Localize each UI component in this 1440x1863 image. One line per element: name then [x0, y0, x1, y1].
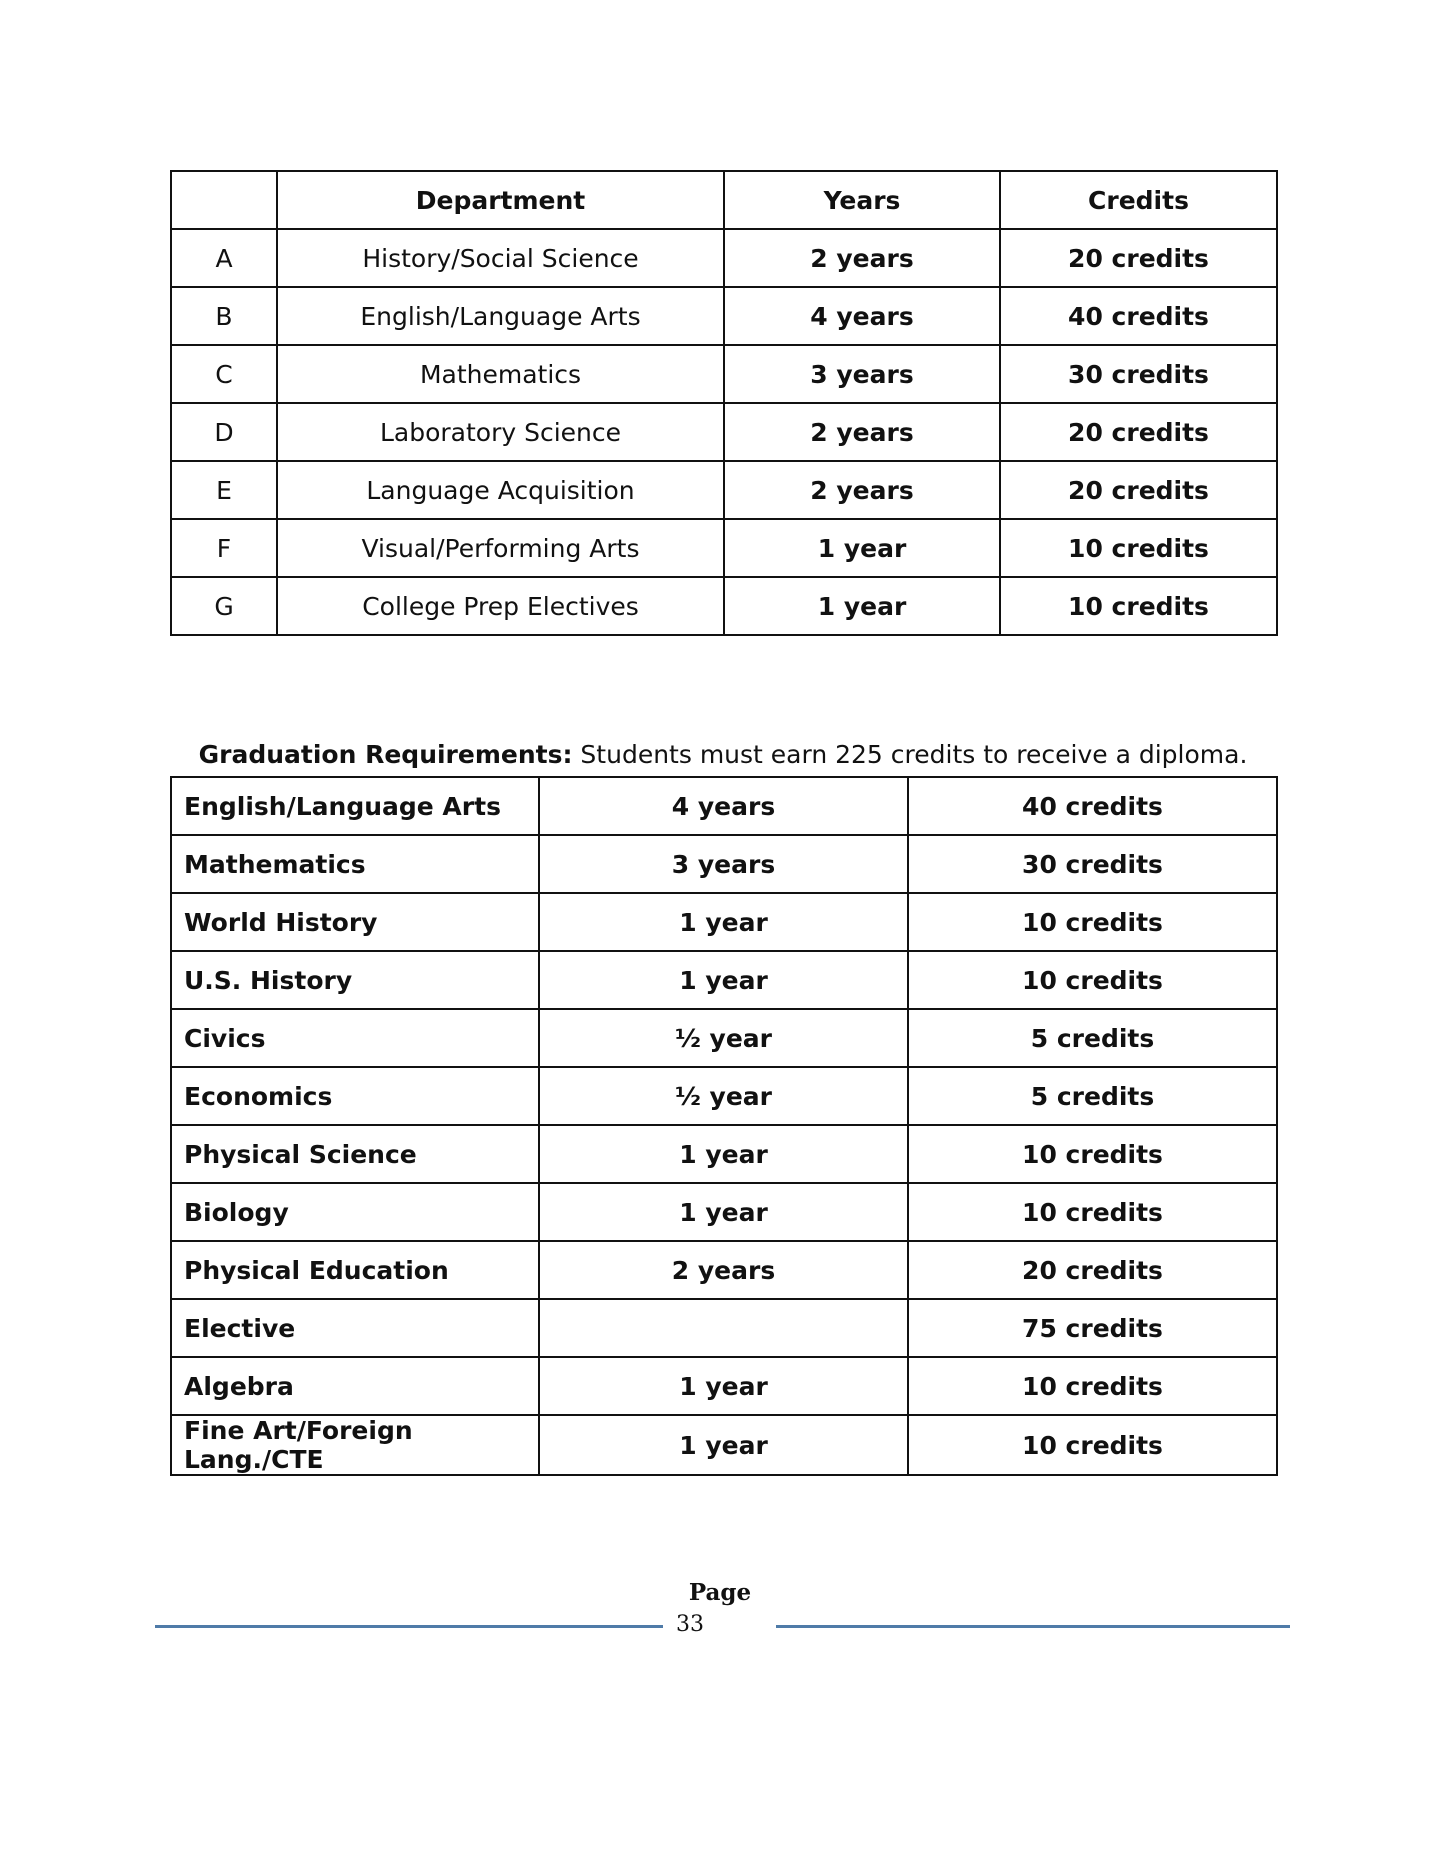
row-years — [539, 1299, 908, 1357]
row-credits: 40 credits — [1000, 287, 1277, 345]
table-row — [171, 229, 1277, 287]
row-credits: 5 credits — [908, 1067, 1277, 1125]
table-row — [171, 1009, 1277, 1067]
footer-page-number: 33 — [676, 1612, 704, 1637]
row-department: College Prep Electives — [277, 577, 724, 635]
row-letter: E — [171, 461, 277, 519]
row-subject: Fine Art/Foreign Lang./CTE — [171, 1415, 539, 1475]
row-years: 4 years — [724, 287, 1000, 345]
row-credits: 10 credits — [908, 1125, 1277, 1183]
table-row — [171, 403, 1277, 461]
row-years: 2 years — [724, 403, 1000, 461]
row-subject: U.S. History — [171, 951, 539, 1009]
row-years: 1 year — [539, 1125, 908, 1183]
footer-rule-left — [155, 1625, 663, 1628]
table-header-row — [171, 171, 1277, 229]
table-row — [171, 1241, 1277, 1299]
header-department: Department — [277, 171, 724, 229]
row-years: 1 year — [539, 1357, 908, 1415]
row-years: 1 year — [724, 519, 1000, 577]
row-department: Language Acquisition — [277, 461, 724, 519]
table-row — [171, 951, 1277, 1009]
table-row — [171, 1357, 1277, 1415]
header-years: Years — [724, 171, 1000, 229]
table-row — [171, 287, 1277, 345]
table-row — [171, 1183, 1277, 1241]
table-row — [171, 1067, 1277, 1125]
row-years: 1 year — [539, 951, 908, 1009]
row-years: 2 years — [724, 461, 1000, 519]
table-row — [171, 893, 1277, 951]
row-subject: Physical Education — [171, 1241, 539, 1299]
row-department: Laboratory Science — [277, 403, 724, 461]
row-credits: 40 credits — [908, 777, 1277, 835]
row-department: History/Social Science — [277, 229, 724, 287]
row-credits: 10 credits — [908, 951, 1277, 1009]
footer-rule-right — [776, 1625, 1290, 1628]
row-years: 1 year — [539, 893, 908, 951]
row-letter: D — [171, 403, 277, 461]
row-subject: Elective — [171, 1299, 539, 1357]
row-years: ½ year — [539, 1067, 908, 1125]
graduation-requirements-label: Graduation Requirements: — [198, 740, 573, 769]
footer-page-label: Page — [688, 1579, 752, 1606]
row-credits: 75 credits — [908, 1299, 1277, 1357]
row-letter: B — [171, 287, 277, 345]
graduation-requirements-table — [170, 776, 1278, 1476]
row-subject: Mathematics — [171, 835, 539, 893]
row-department: English/Language Arts — [277, 287, 724, 345]
table-row — [171, 577, 1277, 635]
row-credits: 20 credits — [1000, 403, 1277, 461]
row-credits: 10 credits — [908, 1415, 1277, 1475]
row-credits: 20 credits — [1000, 461, 1277, 519]
table-row — [171, 1299, 1277, 1357]
table-row — [171, 461, 1277, 519]
row-subject: Civics — [171, 1009, 539, 1067]
table-row — [171, 1415, 1277, 1475]
row-subject: English/Language Arts — [171, 777, 539, 835]
row-credits: 20 credits — [1000, 229, 1277, 287]
row-credits: 10 credits — [908, 1357, 1277, 1415]
row-department: Mathematics — [277, 345, 724, 403]
table-row — [171, 835, 1277, 893]
row-credits: 30 credits — [908, 835, 1277, 893]
row-department: Visual/Performing Arts — [277, 519, 724, 577]
row-credits: 20 credits — [908, 1241, 1277, 1299]
row-subject: Algebra — [171, 1357, 539, 1415]
table-row — [171, 777, 1277, 835]
row-credits: 10 credits — [908, 893, 1277, 951]
row-letter: C — [171, 345, 277, 403]
header-letter — [171, 171, 277, 229]
row-years: 2 years — [539, 1241, 908, 1299]
row-subject: World History — [171, 893, 539, 951]
row-years: 3 years — [539, 835, 908, 893]
row-subject: Economics — [171, 1067, 539, 1125]
row-years: ½ year — [539, 1009, 908, 1067]
row-years: 1 year — [724, 577, 1000, 635]
row-credits: 10 credits — [1000, 577, 1277, 635]
header-credits: Credits — [1000, 171, 1277, 229]
row-credits: 10 credits — [1000, 519, 1277, 577]
row-years: 4 years — [539, 777, 908, 835]
row-letter: A — [171, 229, 277, 287]
graduation-requirements-text: Students must earn 225 credits to receive a diploma. — [572, 740, 1248, 769]
graduation-requirements-caption — [170, 738, 1276, 772]
row-years: 1 year — [539, 1415, 908, 1475]
table-row — [171, 1125, 1277, 1183]
row-letter: G — [171, 577, 277, 635]
row-subject: Physical Science — [171, 1125, 539, 1183]
table-row — [171, 345, 1277, 403]
a-g-requirements-table — [170, 170, 1278, 636]
row-letter: F — [171, 519, 277, 577]
row-credits: 5 credits — [908, 1009, 1277, 1067]
row-years: 2 years — [724, 229, 1000, 287]
row-subject: Biology — [171, 1183, 539, 1241]
row-years: 1 year — [539, 1183, 908, 1241]
row-credits: 10 credits — [908, 1183, 1277, 1241]
table-row — [171, 519, 1277, 577]
row-years: 3 years — [724, 345, 1000, 403]
row-credits: 30 credits — [1000, 345, 1277, 403]
